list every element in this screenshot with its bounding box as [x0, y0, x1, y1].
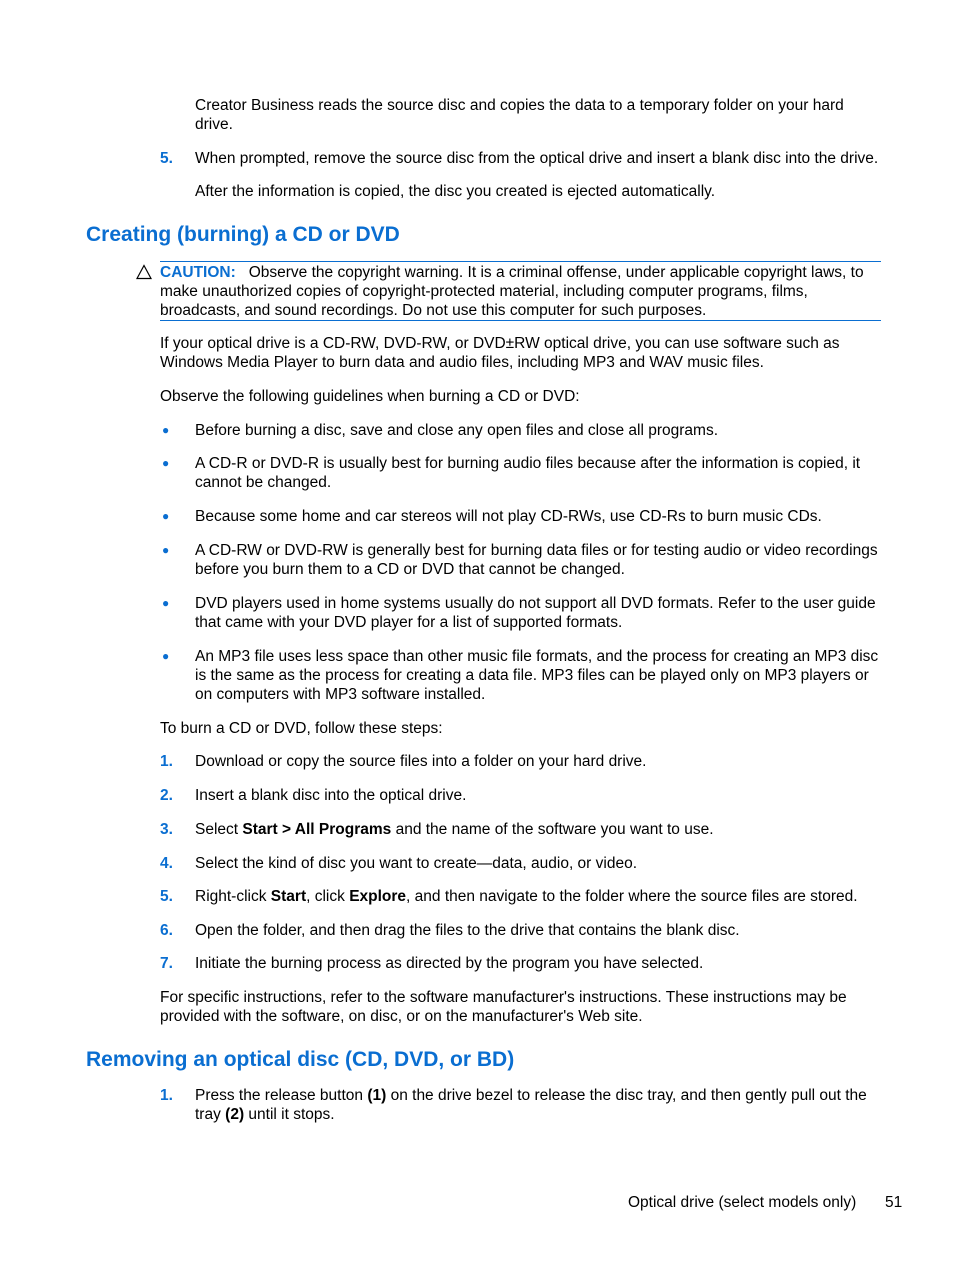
bullet-icon: ● — [162, 596, 170, 610]
list-item: A CD-R or DVD-R is usually best for burning audio files because after the information is copied, it cannot be changed. — [195, 455, 861, 491]
step-text-part: Press the release button — [195, 1087, 368, 1104]
intro-paragraph: After the information is copied, the disc you created is ejected automatically. — [195, 183, 716, 200]
bullet-icon: ● — [162, 543, 170, 557]
step-text-part: , click — [306, 888, 350, 905]
body-paragraph: If your optical drive is a CD-RW, DVD-RW, or DVD±RW optical drive, you can use software such as Windows Media Player to burn data and audio files, including MP3 and WAV music files. — [160, 335, 840, 371]
page-number: 51 — [885, 1194, 903, 1211]
caution-icon — [136, 264, 152, 280]
bullet-icon: ● — [162, 649, 170, 663]
step-number: 4. — [160, 855, 173, 872]
step-text: Open the folder, and then drag the files to the drive that contains the blank disc. — [195, 922, 740, 939]
caution-box — [160, 261, 881, 321]
step-number: 1. — [160, 753, 173, 770]
body-paragraph: Observe the following guidelines when burning a CD or DVD: — [160, 388, 580, 405]
ui-term: Explore — [349, 888, 407, 905]
step-number: 1. — [160, 1087, 173, 1104]
bullet-icon: ● — [162, 456, 170, 470]
callout-ref: (2) — [225, 1106, 245, 1123]
step-text: When prompted, remove the source disc from the optical drive and insert a blank disc into the drive. — [195, 150, 879, 167]
section-heading: Removing an optical disc (CD, DVD, or BD) — [86, 1048, 515, 1071]
step-text — [195, 1086, 885, 1124]
step-number: 5. — [160, 888, 173, 905]
intro-paragraph: Creator Business reads the source disc and copies the data to a temporary folder on your hard drive. — [195, 97, 844, 133]
step-text — [195, 820, 885, 839]
callout-ref: (1) — [367, 1087, 387, 1104]
step-number: 7. — [160, 955, 173, 972]
body-paragraph: To burn a CD or DVD, follow these steps: — [160, 720, 443, 737]
ui-term: Start — [270, 888, 307, 905]
step-number: 5. — [160, 150, 173, 167]
step-text: Initiate the burning process as directed by the program you have selected. — [195, 955, 704, 972]
step-number: 2. — [160, 787, 173, 804]
list-item: An MP3 file uses less space than other music file formats, and the process for creating an MP3 disc is the same as the process for creating a data file. MP3 files can be played only on MP3 players or on computers with MP3 software installed. — [195, 648, 879, 703]
list-item: Because some home and car stereos will not play CD-RWs, use CD-Rs to burn music CDs. — [195, 508, 822, 525]
step-text: Download or copy the source files into a folder on your hard drive. — [195, 753, 647, 770]
list-item: A CD-RW or DVD-RW is generally best for burning data files or for testing audio or video recordings before you burn them to a CD or DVD that cannot be changed. — [195, 542, 878, 578]
section-heading: Creating (burning) a CD or DVD — [86, 223, 400, 246]
step-text: Insert a blank disc into the optical drive. — [195, 787, 467, 804]
bullet-icon: ● — [162, 423, 170, 437]
step-text-part: on the drive bezel to release the disc tray, and then gently pull out the tray — [195, 1087, 867, 1123]
body-paragraph: For specific instructions, refer to the software manufacturer's instructions. These instructions may be provided with the software, on disc, or on the manufacturer's Web site. — [160, 989, 847, 1025]
list-item: DVD players used in home systems usually do not support all DVD formats. Refer to the user guide that came with your DVD player for a list of supported formats. — [195, 595, 876, 631]
step-number: 3. — [160, 821, 173, 838]
step-number: 6. — [160, 922, 173, 939]
step-text: Select the kind of disc you want to create—data, audio, or video. — [195, 855, 638, 872]
step-text-part: and the name of the software you want to use. — [391, 821, 714, 838]
caution-content — [160, 262, 881, 320]
bullet-icon: ● — [162, 509, 170, 523]
step-text — [195, 887, 895, 906]
step-text-part: Right-click — [195, 888, 271, 905]
step-text-part: until it stops. — [244, 1106, 335, 1123]
ui-path: Start > All Programs — [242, 821, 392, 838]
footer-title: Optical drive (select models only) — [628, 1194, 857, 1211]
caution-label: CAUTION: — [160, 264, 236, 281]
step-text-part: Select — [195, 821, 243, 838]
caution-text: Observe the copyright warning. It is a criminal offense, under applicable copyright laws, to make unauthorized copies of copyright-protected material, including computer programs, films, broadcasts, and sound recordings. Do not use this computer for such purposes. — [160, 264, 864, 319]
list-item: Before burning a disc, save and close any open files and close all programs. — [195, 422, 718, 439]
step-text-part: , and then navigate to the folder where the source files are stored. — [406, 888, 858, 905]
